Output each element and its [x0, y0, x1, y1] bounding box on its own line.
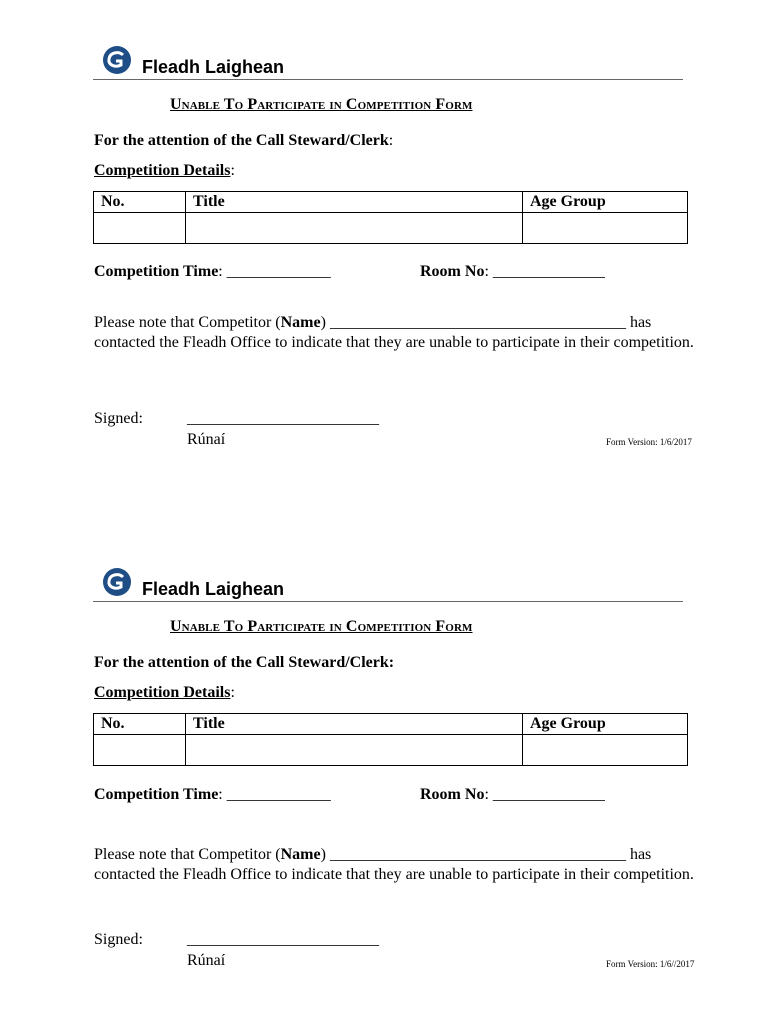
fleadh-logo-icon: [102, 568, 132, 596]
signed-label: Signed:: [94, 931, 143, 948]
competition-details-heading: Competition Details:: [94, 162, 235, 179]
form-version: Form Version: 1/6/2017: [606, 437, 692, 447]
col-header-no: No.: [94, 192, 186, 213]
attention-line: For the attention of the Call Steward/Clerk:: [94, 654, 395, 671]
competition-time-field[interactable]: Competition Time: _____________: [94, 263, 331, 280]
notice-paragraph: Please note that Competitor (Name) _____________________________________ has contacted the Fleadh Office to indicate that they are unable to participate in their competition.: [94, 314, 694, 351]
col-header-no: No.: [94, 714, 186, 735]
signature-line[interactable]: ________________________: [187, 410, 379, 427]
title-cell[interactable]: [186, 213, 523, 244]
org-name: Fleadh Laighean: [142, 57, 285, 77]
header-rule: [93, 601, 683, 602]
signature-line[interactable]: ________________________: [187, 931, 379, 948]
competition-time-field[interactable]: Competition Time: _____________: [94, 786, 331, 803]
competition-table: [93, 191, 688, 244]
col-header-age-group: Age Group: [523, 714, 688, 735]
header-rule: [93, 79, 683, 80]
col-header-title: Title: [186, 192, 523, 213]
signatory-title: Rúnaí: [187, 431, 226, 448]
attention-line: For the attention of the Call Steward/Clerk:: [94, 132, 394, 149]
notice-paragraph: Please note that Competitor (Name) _____________________________________ has contacted the Fleadh Office to indicate that they are unable to participate in their competition.: [94, 846, 694, 883]
form-version: Form Version: 1/6//2017: [606, 959, 695, 969]
age-group-cell[interactable]: [523, 735, 688, 766]
competition-details-heading: Competition Details:: [94, 684, 235, 701]
org-name: Fleadh Laighean: [142, 579, 285, 599]
fleadh-logo-icon: [102, 46, 132, 74]
signatory-title: Rúnaí: [187, 952, 226, 969]
col-header-age-group: Age Group: [523, 192, 688, 213]
title-cell[interactable]: [186, 735, 523, 766]
age-group-cell[interactable]: [523, 213, 688, 244]
competition-table: [93, 713, 688, 766]
form-top: [0, 0, 770, 500]
form-bottom: [0, 522, 770, 1022]
col-header-title: Title: [186, 714, 523, 735]
room-no-field[interactable]: Room No: ______________: [420, 786, 605, 803]
room-no-field[interactable]: Room No: ______________: [420, 263, 605, 280]
form-title: Unable To Participate in Competition Form: [170, 96, 473, 113]
no-cell[interactable]: [94, 735, 186, 766]
no-cell[interactable]: [94, 213, 186, 244]
signed-label: Signed:: [94, 410, 143, 427]
form-title: Unable To Participate in Competition Form: [170, 618, 473, 635]
